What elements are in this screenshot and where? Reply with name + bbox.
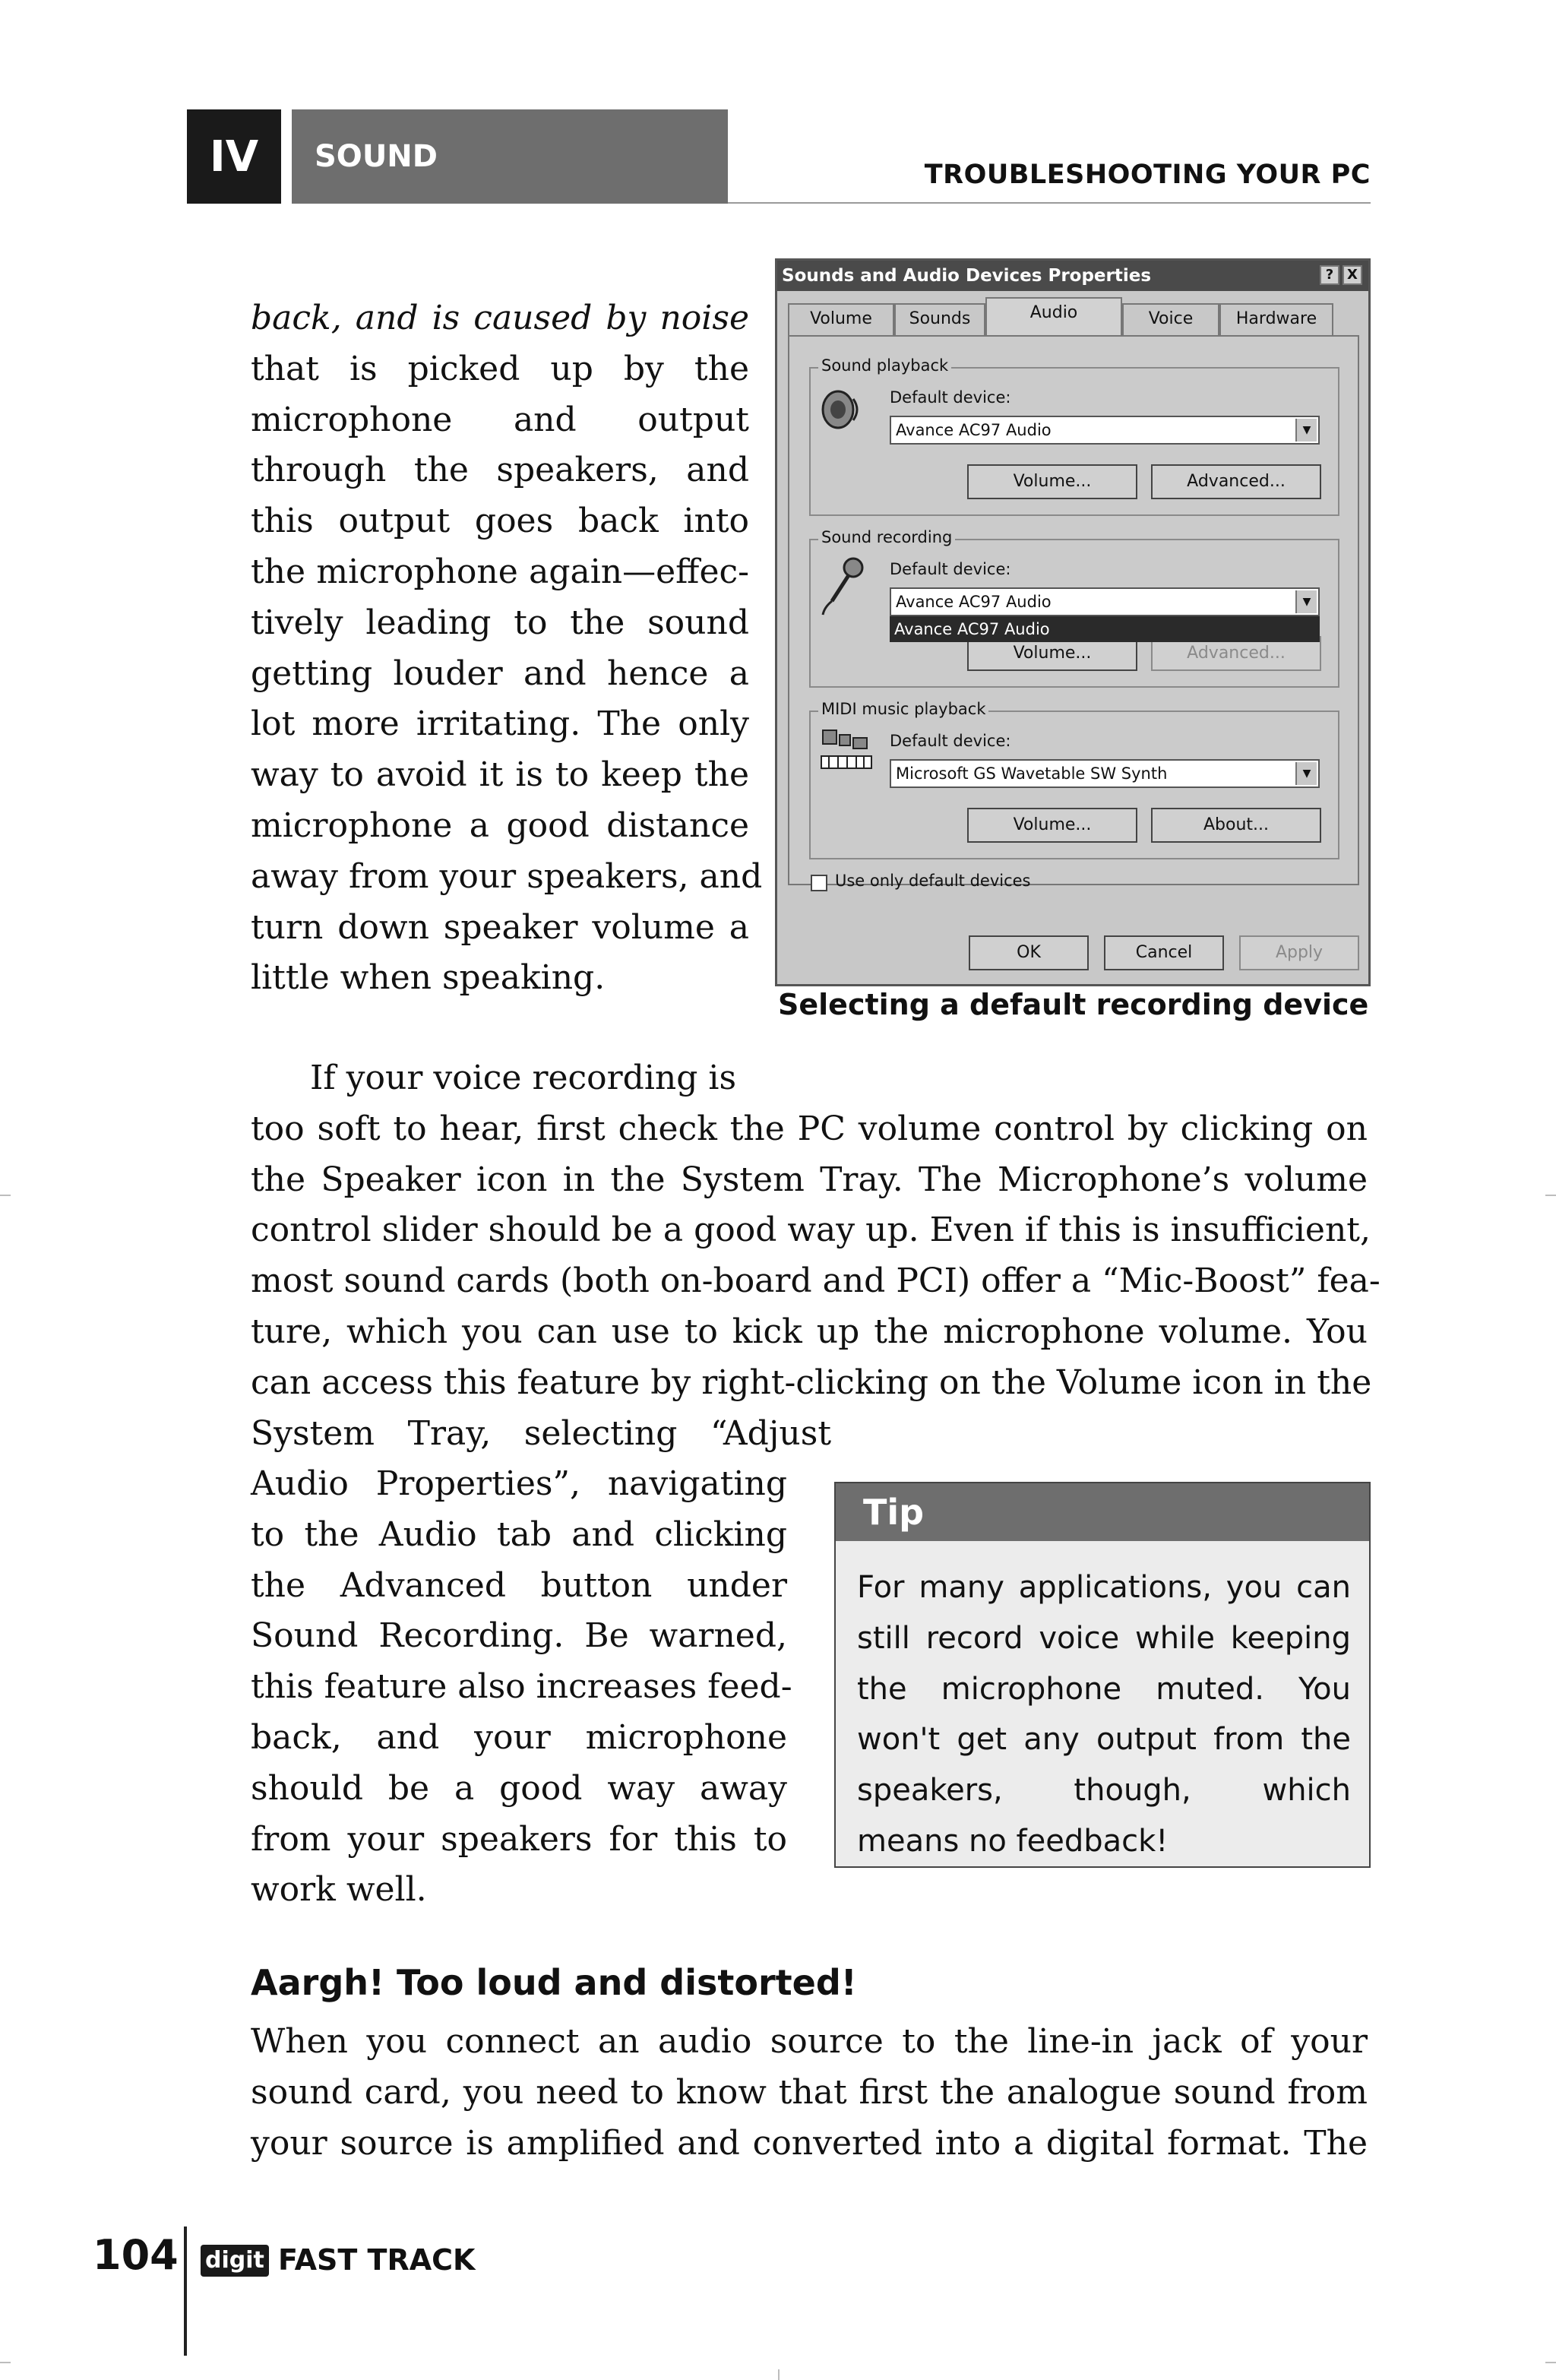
text-line: too soft to hear, first check the PC volume control by clicking on (251, 1109, 1368, 1148)
default-device-label: Default device: (890, 560, 1011, 578)
figure-caption: Selecting a default recording device (778, 988, 1369, 1021)
text-line: turn down speaker volume a (251, 907, 749, 947)
text-line: lot more irritating. The only (251, 704, 749, 744)
chevron-down-icon[interactable]: ▼ (1295, 762, 1317, 785)
text-line: still record voice while keeping (857, 1620, 1351, 1656)
paragraph-mic-boost (251, 1459, 792, 1916)
select-value: Avance AC97 Audio (896, 421, 1052, 439)
text-line: microphone a good distance (251, 805, 749, 845)
text-line: to the Audio tab and clicking (251, 1514, 787, 1554)
recording-volume-button[interactable]: Volume... (967, 636, 1137, 671)
text-line: this feature also increases feed- (251, 1667, 792, 1707)
crop-mark (778, 2369, 780, 2380)
chevron-down-icon[interactable]: ▼ (1295, 419, 1317, 442)
text-line: way to avoid it is to keep the (251, 755, 749, 795)
default-device-label: Default device: (890, 388, 1011, 407)
text-line: little when speaking. (251, 958, 606, 998)
ok-button[interactable]: OK (969, 935, 1089, 970)
apply-button[interactable]: Apply (1239, 935, 1359, 970)
tab-voice[interactable]: Voice (1122, 303, 1219, 335)
crop-mark (1545, 2362, 1556, 2363)
text-line: System Tray, selecting “Adjust (251, 1413, 831, 1453)
text-line: speakers, though, which (857, 1773, 1351, 1809)
text-line: sound card, you need to know that first the analogue sound from (251, 2072, 1368, 2112)
tip-box (834, 1482, 1371, 1868)
text-line: work well. (251, 1870, 427, 1910)
text-line: through the speakers, and (251, 451, 749, 490)
text-line (251, 293, 749, 344)
recording-advanced-button[interactable]: Advanced... (1151, 636, 1321, 671)
playback-volume-button[interactable]: Volume... (967, 464, 1137, 499)
running-head: TROUBLESHOOTING YOUR PC (924, 160, 1371, 190)
digit-logo: digit (201, 2245, 269, 2277)
text-line: this output goes back into (251, 502, 749, 541)
close-button[interactable]: X (1343, 265, 1362, 285)
chapter-number: IV (187, 109, 281, 204)
header-rule (728, 202, 1371, 204)
text-line: Audio Properties”, navigating (251, 1464, 787, 1503)
group-label: Sound recording (818, 528, 955, 546)
text-line: the Advanced button under (251, 1565, 787, 1605)
tab-audio[interactable]: Audio (985, 297, 1122, 337)
text-line: the microphone muted. You (857, 1671, 1351, 1707)
screenshot-sounds-dialog (775, 258, 1371, 986)
select-value: Avance AC97 Audio (896, 593, 1052, 611)
crop-mark (0, 2362, 11, 2363)
checkbox-label: Use only default devices (835, 872, 1031, 890)
text-line: Sound Recording. Be warned, (251, 1616, 787, 1656)
text-line: from your speakers for this to (251, 1819, 787, 1859)
text-line: microphone and output (251, 400, 749, 439)
midi-keyboard-icon (820, 729, 873, 774)
midi-volume-button[interactable]: Volume... (967, 808, 1137, 843)
series-name: FAST TRACK (278, 2243, 476, 2277)
dialog-title-bar (777, 261, 1368, 291)
tab-hardware[interactable]: Hardware (1219, 303, 1333, 335)
text-line: your source is amplified and converted into a digital format. The (251, 2123, 1368, 2163)
paragraph-voice-too-soft (251, 1053, 1380, 1459)
recording-device-select[interactable] (890, 587, 1320, 616)
tip-text (857, 1562, 1351, 1867)
text-line: the Speaker icon in the System Tray. The Microphone’s volume (251, 1160, 1368, 1199)
group-label: Sound playback (818, 356, 951, 375)
section-subheading: Aargh! Too loud and distorted! (251, 1962, 857, 2003)
help-button[interactable]: ? (1320, 265, 1339, 285)
group-label: MIDI music playback (818, 700, 988, 718)
text-line: back, and your microphone (251, 1717, 787, 1757)
section-title: SOUND (315, 139, 438, 174)
text-line: ture, which you can use to kick up the microphone volume. You (251, 1312, 1368, 1351)
page-number: 104 (93, 2231, 179, 2279)
text-line: the microphone again—effec- (251, 552, 749, 591)
text-line: For many applications, you can (857, 1570, 1351, 1605)
select-value: Microsoft GS Wavetable SW Synth (896, 764, 1168, 783)
tab-sounds[interactable]: Sounds (894, 303, 985, 335)
dialog-title: Sounds and Audio Devices Properties (782, 266, 1152, 286)
playback-advanced-button[interactable]: Advanced... (1151, 464, 1321, 499)
footer-rule (184, 2227, 187, 2356)
text-line: control slider should be a good way up. Even if this is insufficient, (251, 1211, 1371, 1250)
default-devices-checkbox[interactable] (811, 875, 827, 891)
text-line: If your voice recording is (310, 1059, 737, 1097)
crop-mark (0, 1195, 11, 1196)
text-line: tively leading to the sound (251, 603, 749, 642)
midi-about-button[interactable]: About... (1151, 808, 1321, 843)
text-line: can access this feature by right-clicking on the Volume icon in the (251, 1362, 1372, 1402)
dropdown-option-selected[interactable]: Avance AC97 Audio (890, 616, 1320, 642)
playback-device-select[interactable] (890, 416, 1320, 445)
cancel-button[interactable]: Cancel (1104, 935, 1224, 970)
paragraph-line-in (251, 2017, 1368, 2169)
text-line: getting louder and hence a (251, 654, 749, 693)
section-tab (292, 109, 728, 204)
microphone-icon (820, 557, 865, 616)
text-line: most sound cards (both on-board and PCI) offer a “Mic-Boost” fea- (251, 1261, 1380, 1301)
text-line-content: back, and is caused by noise (251, 299, 749, 337)
tip-heading: Tip (836, 1483, 1369, 1541)
text-line: should be a good way away (251, 1768, 787, 1808)
text-line: away from your speakers, and (251, 856, 763, 896)
text-line: won't get any output from the (857, 1722, 1351, 1758)
tab-volume[interactable]: Volume (788, 303, 894, 335)
paragraph-feedback (251, 293, 763, 1004)
midi-device-select[interactable] (890, 759, 1320, 788)
speaker-icon (820, 388, 862, 431)
chevron-down-icon[interactable]: ▼ (1295, 590, 1317, 613)
crop-mark (1545, 1195, 1556, 1196)
text-line: that is picked up by the (251, 349, 749, 388)
text-line: When you connect an audio source to the line-in jack of your (251, 2022, 1368, 2061)
default-device-label: Default device: (890, 732, 1011, 750)
text-line: means no feedback! (857, 1823, 1169, 1859)
